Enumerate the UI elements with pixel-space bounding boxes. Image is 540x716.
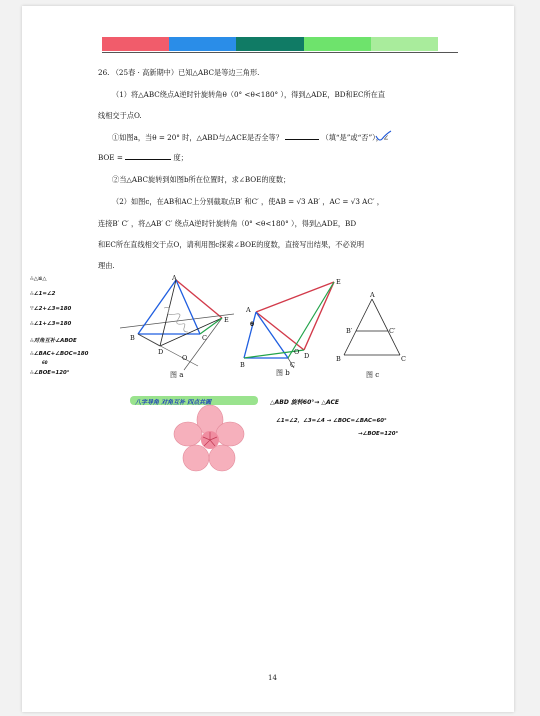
part2-line3: 和EC所在直线相交于点O，请利用图c探索∠BOE的度数，直接写出结果，不必说明: [98, 240, 365, 249]
fig-b-label-c: C: [290, 361, 295, 369]
question1-text: ①如图a，当θ = 20° 时，△ABD与△ACE是否全等？: [112, 133, 283, 142]
fig-a-label-d: D: [158, 348, 164, 356]
fig-a-label-a: A: [172, 274, 177, 282]
fig-b-label-e: E: [336, 278, 341, 286]
part2-line4: 理由.: [98, 261, 115, 270]
fig-b-caption: 图 b: [276, 369, 290, 377]
fig-b-label-d: D: [304, 352, 310, 360]
fig-c-label-a: A: [370, 291, 375, 299]
note-left-1: ∴△≌△: [30, 276, 47, 282]
header-rule: [102, 52, 458, 53]
note-left-5: ∴对角互补∠ABOE: [30, 338, 77, 344]
check-mark-icon: [374, 130, 394, 144]
question1-boe: [98, 154, 188, 161]
problem-heading: [98, 69, 259, 76]
fig-c-caption: 图 c: [366, 371, 380, 379]
figure-a: [118, 274, 238, 382]
answer-blank-1[interactable]: [285, 139, 319, 140]
fig-c-label-b-prime: B′: [346, 327, 353, 335]
document-page: [22, 6, 514, 712]
part2-line1: （2）如图c，在AB和AC上分别截取点B′ 和C′ ，使AB = √3 AB′ ，AC = √3 AC′ ，: [112, 197, 384, 206]
note-left-2: ∴∠1=∠2: [30, 291, 56, 297]
fig-a-label-b: B: [130, 334, 135, 342]
figure-b: [242, 274, 352, 382]
note-right-2: ∠1=∠2，∠3=∠4 → ∠BOC=∠BAC=60°: [276, 418, 387, 424]
fig-a-label-c: C: [202, 334, 207, 342]
color-block-green: [304, 37, 371, 51]
problem-source: （25春 · 高新期中）已知△ABC是等边三角形.: [111, 68, 260, 77]
flower-sticker-icon: [174, 404, 246, 474]
part1-line1: （1）将△ABC绕点A逆时针旋转角θ（0° <θ<180° ），得到△ADE，BD和EC所在直: [112, 90, 386, 99]
header-color-bar: [102, 37, 438, 51]
color-block-teal: [236, 37, 303, 51]
page-number: 14: [268, 674, 277, 682]
note-left-4: ∴∠1+∠3=180: [30, 321, 72, 327]
fig-b-label-a: A: [246, 306, 251, 314]
highlight-note: 八字导角 对角互补 四点共圆: [135, 399, 212, 406]
color-block-lightgreen: [371, 37, 438, 51]
question1-hint: （填“是”或“否”），∠: [321, 133, 389, 142]
note-left-6: ∴∠BAC+∠BOC=180: [30, 351, 89, 357]
fig-b-label-b: B: [240, 361, 245, 369]
question1: [112, 134, 389, 141]
note-left-8: ∴∠BOE=120°: [30, 370, 70, 376]
fig-b-label-o: O: [294, 348, 300, 356]
fig-a-label-e: E: [224, 316, 229, 324]
note-left-3: ∵∠2+∠3=180: [30, 306, 72, 312]
fig-c-label-c: C: [401, 355, 406, 363]
fig-c-label-b: B: [336, 355, 341, 363]
color-block-red: [102, 37, 169, 51]
degree-label: 度；: [173, 153, 188, 162]
fig-c-label-c-prime: C′: [389, 327, 396, 335]
note-right-1: △ABD 旋转60°→ △ACE: [270, 399, 339, 406]
note-right-3: →∠BOE=120°: [358, 431, 399, 437]
fig-a-label-o: O: [182, 354, 188, 362]
color-block-blue: [169, 37, 236, 51]
figure-c: [338, 291, 414, 381]
boe-label: BOE =: [98, 153, 123, 162]
fig-a-caption: 图 a: [170, 371, 184, 379]
part1-line2: 线相交于点O.: [98, 111, 142, 120]
answer-blank-2[interactable]: [125, 159, 171, 160]
svg-text:θ: θ: [250, 321, 255, 328]
note-left-7: 60: [42, 360, 48, 365]
problem-number: 26.: [98, 68, 110, 77]
part2-line2: 连接B′ C′ ，将△AB′ C′ 绕点A逆时针旋转角（0° <θ<180° ），得到△ADE，BD: [98, 219, 357, 228]
question2: ②当△ABC旋转到如图b所在位置时，求∠BOE的度数；: [112, 175, 291, 184]
